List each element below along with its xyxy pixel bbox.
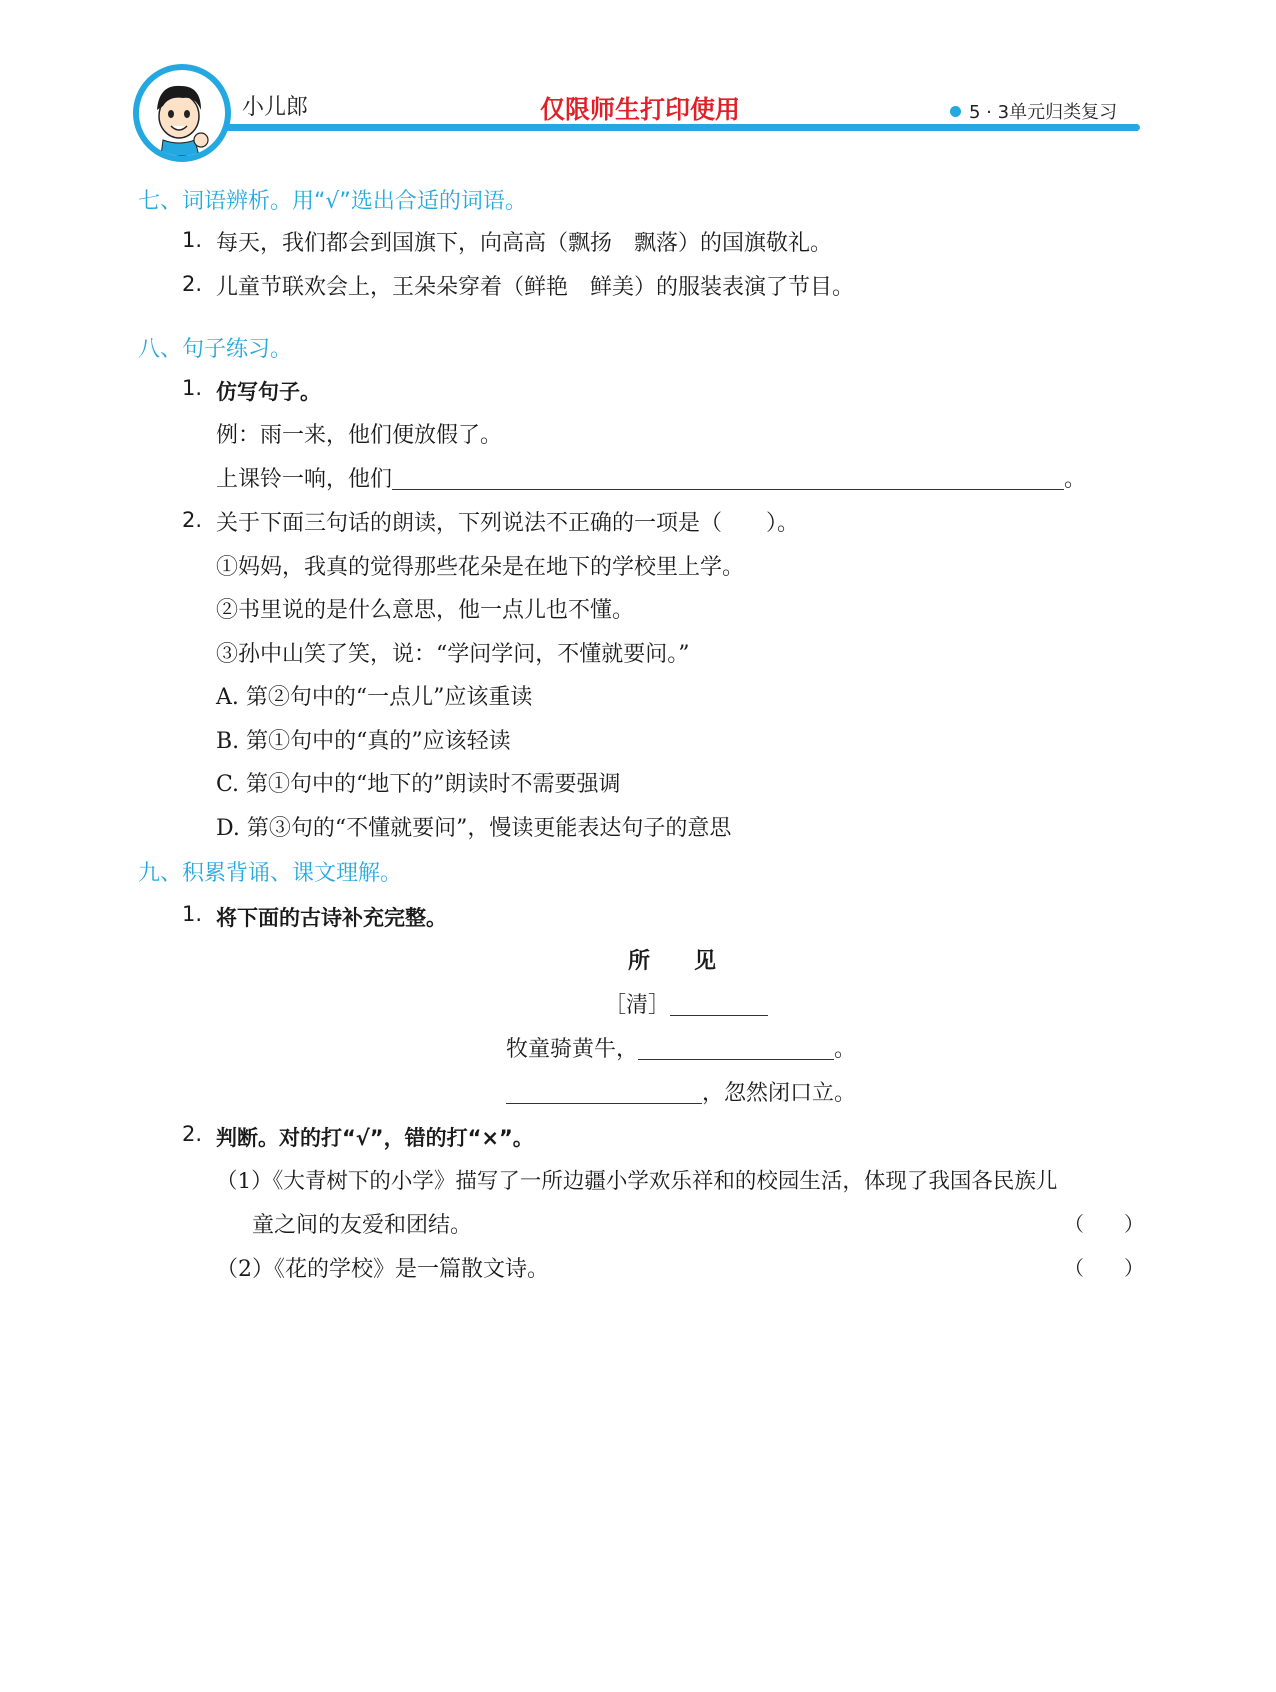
dynasty: ［清］	[604, 993, 671, 1018]
item-number: 2.	[182, 508, 203, 532]
poem-line-2-text: ，忽然闭口立。	[702, 1081, 857, 1106]
judge-item-1-line-1: （1）《大青树下的小学》描写了一所边疆小学欢乐祥和的校园生活，体现了我国各民族儿	[216, 1169, 1058, 1194]
poem-blank-1[interactable]	[638, 1059, 834, 1060]
judge-item-2: （2）《花的学校》是一篇散文诗。	[216, 1257, 549, 1282]
unit-text: 5 · 3单元归类复习	[969, 102, 1118, 123]
mascot-logo	[133, 64, 231, 162]
prompt-text: 上课铃一响，他们	[216, 467, 393, 492]
option-c[interactable]: C. 第①句中的“地下的”朗读时不需要强调	[216, 772, 621, 797]
poem-line-2	[506, 1076, 856, 1107]
brand-name: 小儿郎	[242, 95, 309, 120]
poem-title: 所 见	[628, 949, 717, 974]
section-7-item-2: 儿童节联欢会上，王朵朵穿着（鲜艳 鲜美）的服装表演了节目。	[216, 275, 855, 300]
poem-line-1	[506, 1032, 856, 1063]
period: 。	[834, 1037, 857, 1062]
example-sentence: 例：雨一来，他们便放假了。	[216, 423, 503, 448]
judge-task-title: 判断。对的打“√”，错的打“×”。	[216, 1126, 534, 1150]
item-number: 1.	[182, 376, 203, 400]
sentence-3: ③孙中山笑了笑，说：“学问学问，不懂就要问。”	[216, 642, 690, 667]
section-7-title: 七、词语辨析。用“√”选出合适的词语。	[138, 189, 527, 214]
option-d[interactable]: D. 第③句的“不懂就要问”，慢读更能表达句子的意思	[216, 816, 732, 841]
poem-blank-2[interactable]	[506, 1103, 702, 1104]
item-number: 2.	[182, 272, 203, 296]
item-number: 2.	[182, 1122, 203, 1146]
answer-paren-1[interactable]: （ ）	[1064, 1212, 1144, 1236]
section-9-title: 九、积累背诵、课文理解。	[138, 861, 403, 886]
poem-task-title: 将下面的古诗补充完整。	[216, 906, 447, 930]
section-7-item-1: 每天，我们都会到国旗下，向高高（飘扬 飘落）的国旗敬礼。	[216, 231, 833, 256]
unit-label	[950, 98, 1117, 124]
sentence-1: ①妈妈，我真的觉得那些花朵是在地下的学校里上学。	[216, 555, 745, 580]
item-number: 1.	[182, 902, 203, 926]
print-notice: 仅限师生打印使用	[540, 95, 741, 124]
q1-title: 仿写句子。	[216, 380, 321, 404]
author-blank[interactable]	[670, 1015, 768, 1016]
option-b[interactable]: B. 第①句中的“真的”应该轻读	[216, 729, 511, 754]
section-8-title: 八、句子练习。	[138, 337, 293, 362]
q2-stem: 关于下面三句话的朗读，下列说法不正确的一项是（ ）。	[216, 511, 800, 536]
boy-mascot-icon	[139, 70, 225, 156]
answer-blank[interactable]	[392, 489, 1064, 490]
option-a[interactable]: A. 第②句中的“一点儿”应该重读	[216, 685, 533, 710]
item-number: 1.	[182, 228, 203, 252]
period: 。	[1064, 467, 1087, 492]
judge-item-1-line-2: 童之间的友爱和团结。	[252, 1213, 473, 1238]
imitation-prompt	[216, 462, 1086, 493]
sentence-2: ②书里说的是什么意思，他一点儿也不懂。	[216, 598, 635, 623]
bullet-dot-icon	[950, 106, 961, 117]
poem-line-1-text: 牧童骑黄牛，	[506, 1037, 639, 1062]
answer-paren-2[interactable]: （ ）	[1064, 1256, 1144, 1280]
poem-author-line	[604, 988, 768, 1019]
